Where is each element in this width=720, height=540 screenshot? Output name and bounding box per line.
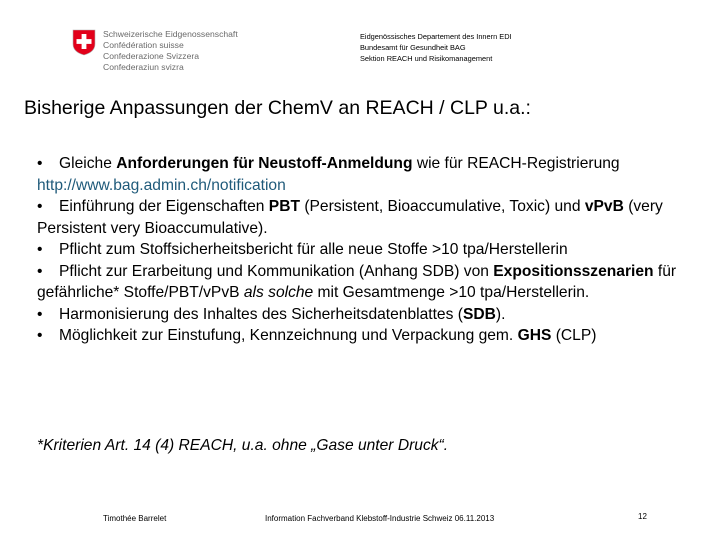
bullet-symbol: • [37, 198, 43, 215]
bullet-symbol: • [37, 262, 43, 280]
bullet-bold-text: Expositionsszenarien [493, 262, 654, 280]
bullet-text: Möglichkeit zur Einstufung, Kennzeichnung und Verpackung gem. [59, 327, 518, 344]
bullet-item [37, 261, 697, 304]
department-info [360, 31, 512, 64]
confederation-line: Confédération suisse [103, 40, 184, 50]
notification-link[interactable]: http://www.bag.admin.ch/notification [37, 176, 286, 194]
confederation-line: Confederazione Svizzera [103, 51, 200, 61]
bullet-item [37, 196, 697, 239]
bullet-symbol: • [37, 327, 43, 344]
swiss-cross-shield-icon [72, 29, 96, 56]
bullet-text: Pflicht zum Stoffsicherheitsbericht für alle neue Stoffe >10 tpa/Herstellerin [59, 241, 568, 258]
bullet-bold-text: SDB [462, 305, 496, 323]
footer-event: Information Fachverband Klebstoff-Industrie Schweiz 06.11.2013 [265, 514, 495, 523]
bullet-item [37, 239, 697, 261]
bullet-item [37, 304, 697, 326]
bullet-text: Pflicht zur Erarbeitung und Kommunikation (Anhang SDB) von [59, 262, 494, 280]
footnote: *Kriterien Art. 14 (4) REACH, u.a. ohne „Gase unter Druck“. [37, 437, 449, 454]
bullet-italic-text: als solche [243, 284, 314, 301]
bullet-text: (CLP) [551, 327, 597, 344]
bullet-text: Gleiche [59, 155, 117, 172]
bullet-text: für gefährliche* Stoffe/PBT/vPvB [37, 262, 677, 301]
bullet-text: wie für REACH-Registrierung [412, 155, 620, 172]
bullet-text: mit Gesamtmenge >10 tpa/Herstellerin. [313, 284, 590, 301]
confederation-line: Schweizerische Eidgenossenschaft [103, 29, 238, 39]
department-line: Bundesamt für Gesundheit BAG [360, 43, 466, 52]
bullet-text: Harmonisierung des Inhaltes des Sicherheitsdatenblattes ( [59, 305, 463, 323]
bullet-text: ). [495, 305, 506, 323]
slide-title: Bisherige Anpassungen der ChemV an REACH / CLP u.a.: [24, 97, 531, 119]
bullet-symbol: • [37, 305, 43, 323]
bullet-symbol: • [37, 155, 43, 172]
bullet-list [37, 153, 697, 347]
bullet-symbol: • [37, 241, 43, 258]
bullet-bold-text: vPvB [584, 198, 624, 215]
department-line: Sektion REACH und Risikomanagement [360, 54, 493, 63]
footer-author: Timothée Barrelet [103, 514, 167, 523]
bullet-text: (Persistent, Bioaccumulative, Toxic) und [299, 198, 585, 215]
department-line: Eidgenössisches Departement des Innern EDI [360, 32, 512, 41]
bullet-text: Einführung der Eigenschaften [59, 198, 269, 215]
bullet-bold-text: PBT [268, 198, 300, 215]
confederation-names [103, 29, 238, 73]
confederation-line: Confederaziun svizra [103, 62, 184, 72]
bullet-text: (very Persistent very Bioaccumulative). [37, 198, 663, 237]
bullet-item [37, 153, 697, 196]
bullet-item [37, 325, 697, 347]
bullet-bold-text: GHS [517, 327, 552, 344]
bullet-bold-text: Anforderungen für Neustoff-Anmeldung [116, 155, 413, 172]
page-number: 12 [638, 512, 647, 521]
